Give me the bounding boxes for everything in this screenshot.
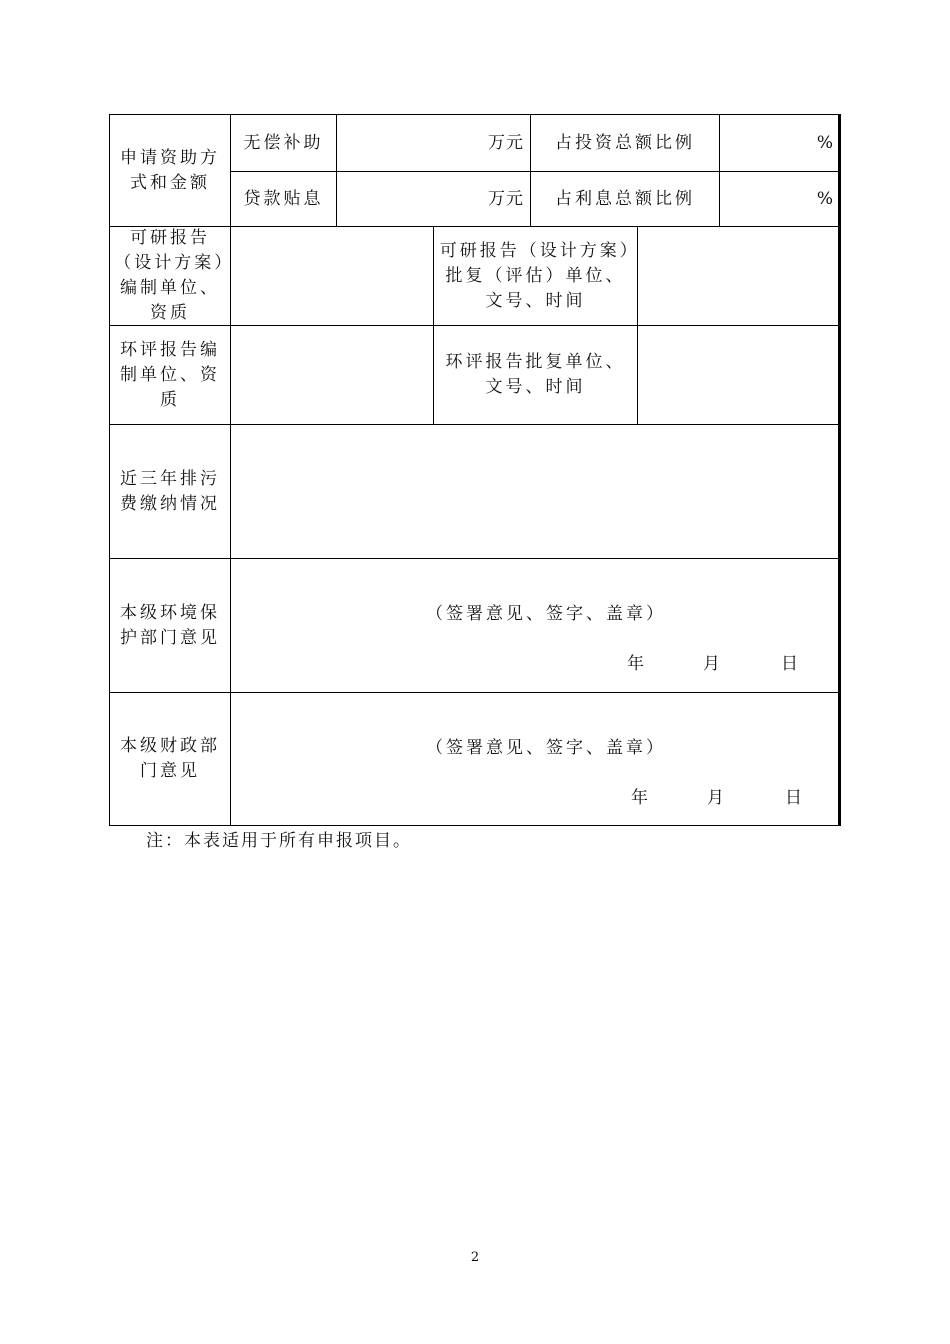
- grant-amount-field[interactable]: [337, 115, 530, 171]
- grant-unit: 万元: [488, 132, 524, 153]
- loan-unit: 万元: [488, 188, 524, 209]
- page-number: 2: [470, 1250, 480, 1265]
- feasibility-approval-field[interactable]: [638, 227, 840, 325]
- finance-dept-sign-text: （签署意见、签字、盖章）: [426, 738, 666, 758]
- env-dept-month: 月: [703, 654, 720, 674]
- loan-type: 贷款贴息: [243, 188, 324, 209]
- application-form-table: [109, 114, 841, 826]
- eia-approval-field[interactable]: [638, 326, 840, 424]
- sewage-fee-label: 近三年排污费缴纳情况: [120, 468, 220, 514]
- grant-ratio-field[interactable]: [720, 115, 840, 171]
- feasibility-unit-field[interactable]: [231, 227, 433, 325]
- eia-approval-label: 环评报告批复单位、文号、时间: [445, 352, 626, 397]
- env-dept-day: 日: [781, 654, 798, 674]
- finance-dept-label: 本级财政部门意见: [120, 736, 220, 781]
- feasibility-approval-label: 可研报告（设计方案）批复（评估）单位、文号、时间: [439, 240, 632, 311]
- grant-percent-sign: %: [816, 132, 834, 153]
- funding-label: 申请资助方式和金额: [120, 147, 220, 193]
- finance-dept-year: 年: [631, 788, 648, 808]
- loan-percent-sign: %: [816, 188, 834, 209]
- finance-dept-month: 月: [707, 788, 724, 808]
- eia-label: 环评报告编制单位、资质: [120, 339, 220, 410]
- env-dept-year: 年: [627, 654, 644, 674]
- env-dept-label: 本级环境保护部门意见: [120, 602, 220, 648]
- footnote: 注：本表适用于所有申报项目。: [146, 831, 412, 851]
- env-dept-opinion-area[interactable]: [231, 559, 840, 692]
- sewage-fee-field[interactable]: [231, 425, 840, 558]
- grant-ratio-label: 占投资总额比例: [555, 132, 695, 153]
- feasibility-label: 可研报告（设计方案）编制单位、资质: [114, 228, 226, 323]
- eia-unit-field[interactable]: [231, 326, 433, 424]
- loan-ratio-field[interactable]: [720, 172, 840, 226]
- finance-dept-day: 日: [785, 788, 802, 808]
- finance-dept-opinion-area[interactable]: [231, 693, 840, 825]
- loan-ratio-label: 占利息总额比例: [555, 188, 695, 209]
- grant-type: 无偿补助: [243, 132, 324, 153]
- loan-amount-field[interactable]: [337, 172, 530, 226]
- env-dept-sign-text: （签署意见、签字、盖章）: [426, 604, 666, 624]
